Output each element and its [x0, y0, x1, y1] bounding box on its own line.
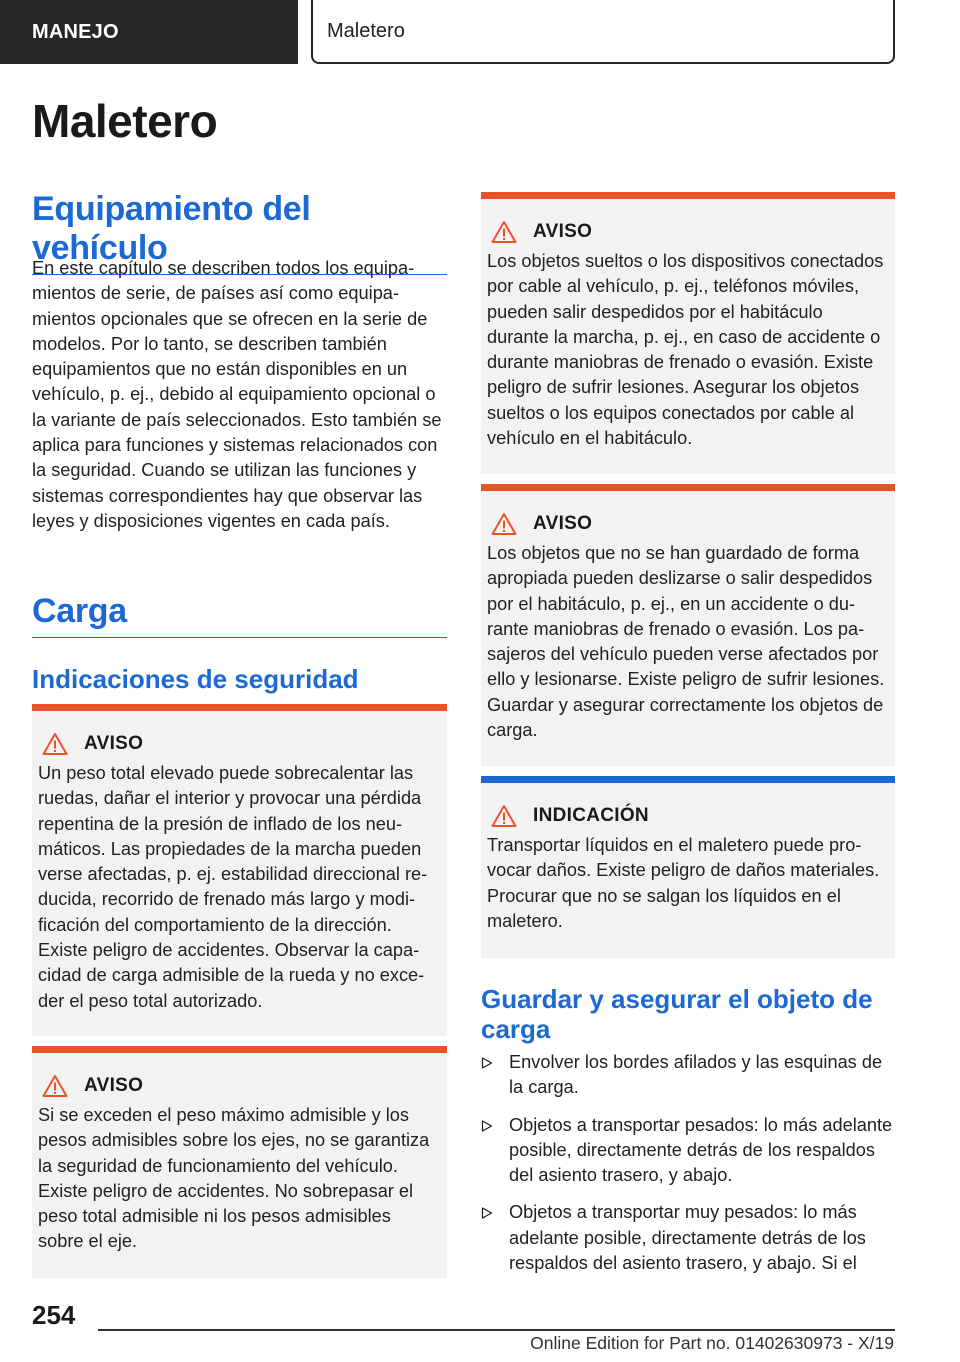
list-item [481, 1200, 895, 1276]
triangle-right-icon [481, 1057, 493, 1069]
warning-label: AVISO [533, 221, 593, 242]
warning-triangle-icon [491, 804, 517, 828]
warning-triangle-icon [491, 220, 517, 244]
paragraph-equipamiento: En este capítulo se describen todos los equipamientos de serie, de países así como equipamientos opcionales que se ofrecen en la serie de modelos. Por lo tanto, se describen también equipamientos que no están disponibles en un vehículo, p. ej., debido al equipamiento opcional o la variante de país seleccionados. Esto también se aplica para funciones y sistemas relacionados con la seguridad. Cuando se utilizan las funciones y sistemas correspondientes hay que observar las leyes y disposiciones vigentes en cada país. [32, 258, 442, 531]
warning-box-objetos-no-guardados [481, 484, 895, 766]
warning-box-peso-maximo [32, 1046, 447, 1278]
warning-triangle-icon [42, 1074, 68, 1098]
section-tab: MANEJO [0, 0, 298, 64]
list-item [481, 1050, 895, 1101]
footer-divider [98, 1329, 895, 1331]
page-title: Maletero [32, 95, 218, 147]
warning-box-header [487, 511, 885, 537]
warning-box-peso-total [32, 704, 447, 1036]
notice-box-header [487, 803, 885, 829]
page-number: 254 [32, 1300, 76, 1330]
warning-text: Los objetos sueltos o los dispositivos conectados por cable al vehículo, p. ej., teléfonos móviles, pueden salir despedidos por el habitáculo durante la marcha, p. ej., en caso de accidente o durante maniobras de frenado o evasión. Existe peligro de sufrir lesiones. Asegurar los objetos sueltos o los equipos conectados por cable al vehículo en el habitáculo. [487, 251, 884, 449]
warning-label: AVISO [533, 513, 593, 534]
notice-text: Transportar líquidos en el maletero puede provocar daños. Existe peligro de daños materiales. Procurar que no se salgan los líquidos en el maletero. [487, 835, 880, 931]
warning-label: AVISO [84, 1075, 144, 1096]
warning-box-header [38, 1073, 437, 1099]
list-item [481, 1113, 895, 1189]
warning-box-header [487, 219, 885, 245]
warning-box-header [38, 731, 437, 757]
notice-label: INDICACIÓN [533, 805, 649, 826]
list-item-text: Objetos a transportar pesados: lo más adelante posible, directamente detrás de los respaldos del asiento trasero, y abajo. [509, 1114, 893, 1186]
triangle-right-icon [481, 1207, 493, 1219]
warning-triangle-icon [491, 512, 517, 536]
warning-triangle-icon [42, 732, 68, 756]
heading-carga: Carga [32, 592, 447, 638]
footer-edition: Online Edition for Part no. 01402630973 - X/19 [530, 1333, 894, 1353]
warning-text: Si se exceden el peso máximo admisible y los pesos admisibles sobre los ejes, no se garantiza la seguridad de funcionamiento del vehículo. Existe peligro de accidentes. No sobrepasar el peso total admisible ni los pesos admisibles sobre el eje. [38, 1105, 430, 1252]
heading-equipamiento: Equipamiento del vehículo [32, 190, 447, 275]
chapter-tab: Maletero [311, 0, 895, 64]
heading-guardar-asegurar: Guardar y asegurar el objeto de carga [481, 984, 873, 1044]
triangle-right-icon [481, 1120, 493, 1132]
warning-text: Los objetos que no se han guardado de forma apropiada pueden deslizarse o salir despedidos por el habitáculo, p. ej., en un accidente o durante maniobras de frenado o evasión. Los pasajeros del vehículo pueden verse afectados por ello y lesionarse. Existe peligro de sufrir lesiones. Guardar y asegurar correctamente los objetos de carga. [487, 543, 885, 741]
list-item-text: Envolver los bordes afilados y las esquinas de la carga. [509, 1052, 883, 1098]
list-item-text: Objetos a transportar muy pesados: lo más adelante posible, directamente detrás de los respaldos del asiento trasero, y abajo. Si el [509, 1202, 866, 1274]
heading-indicaciones-seguridad: Indicaciones de seguridad [32, 664, 359, 694]
warning-text: Un peso total elevado puede sobrecalentar las ruedas, dañar el interior y provocar una pérdida repentina de la presión de inflado de los neumáticos. Las propiedades de la marcha pueden verse afectadas, p. ej. estabilidad direccional reducida, recorrido de frenado más largo y modificación del comportamiento de la dirección. Existe peligro de accidentes. Observar la capacidad de carga admisible de la rueda y no exceder el peso total autorizado. [38, 763, 428, 1011]
bullet-list [481, 1050, 895, 1288]
warning-box-objetos-sueltos [481, 192, 895, 474]
notice-box-liquidos [481, 776, 895, 958]
warning-label: AVISO [84, 733, 144, 754]
